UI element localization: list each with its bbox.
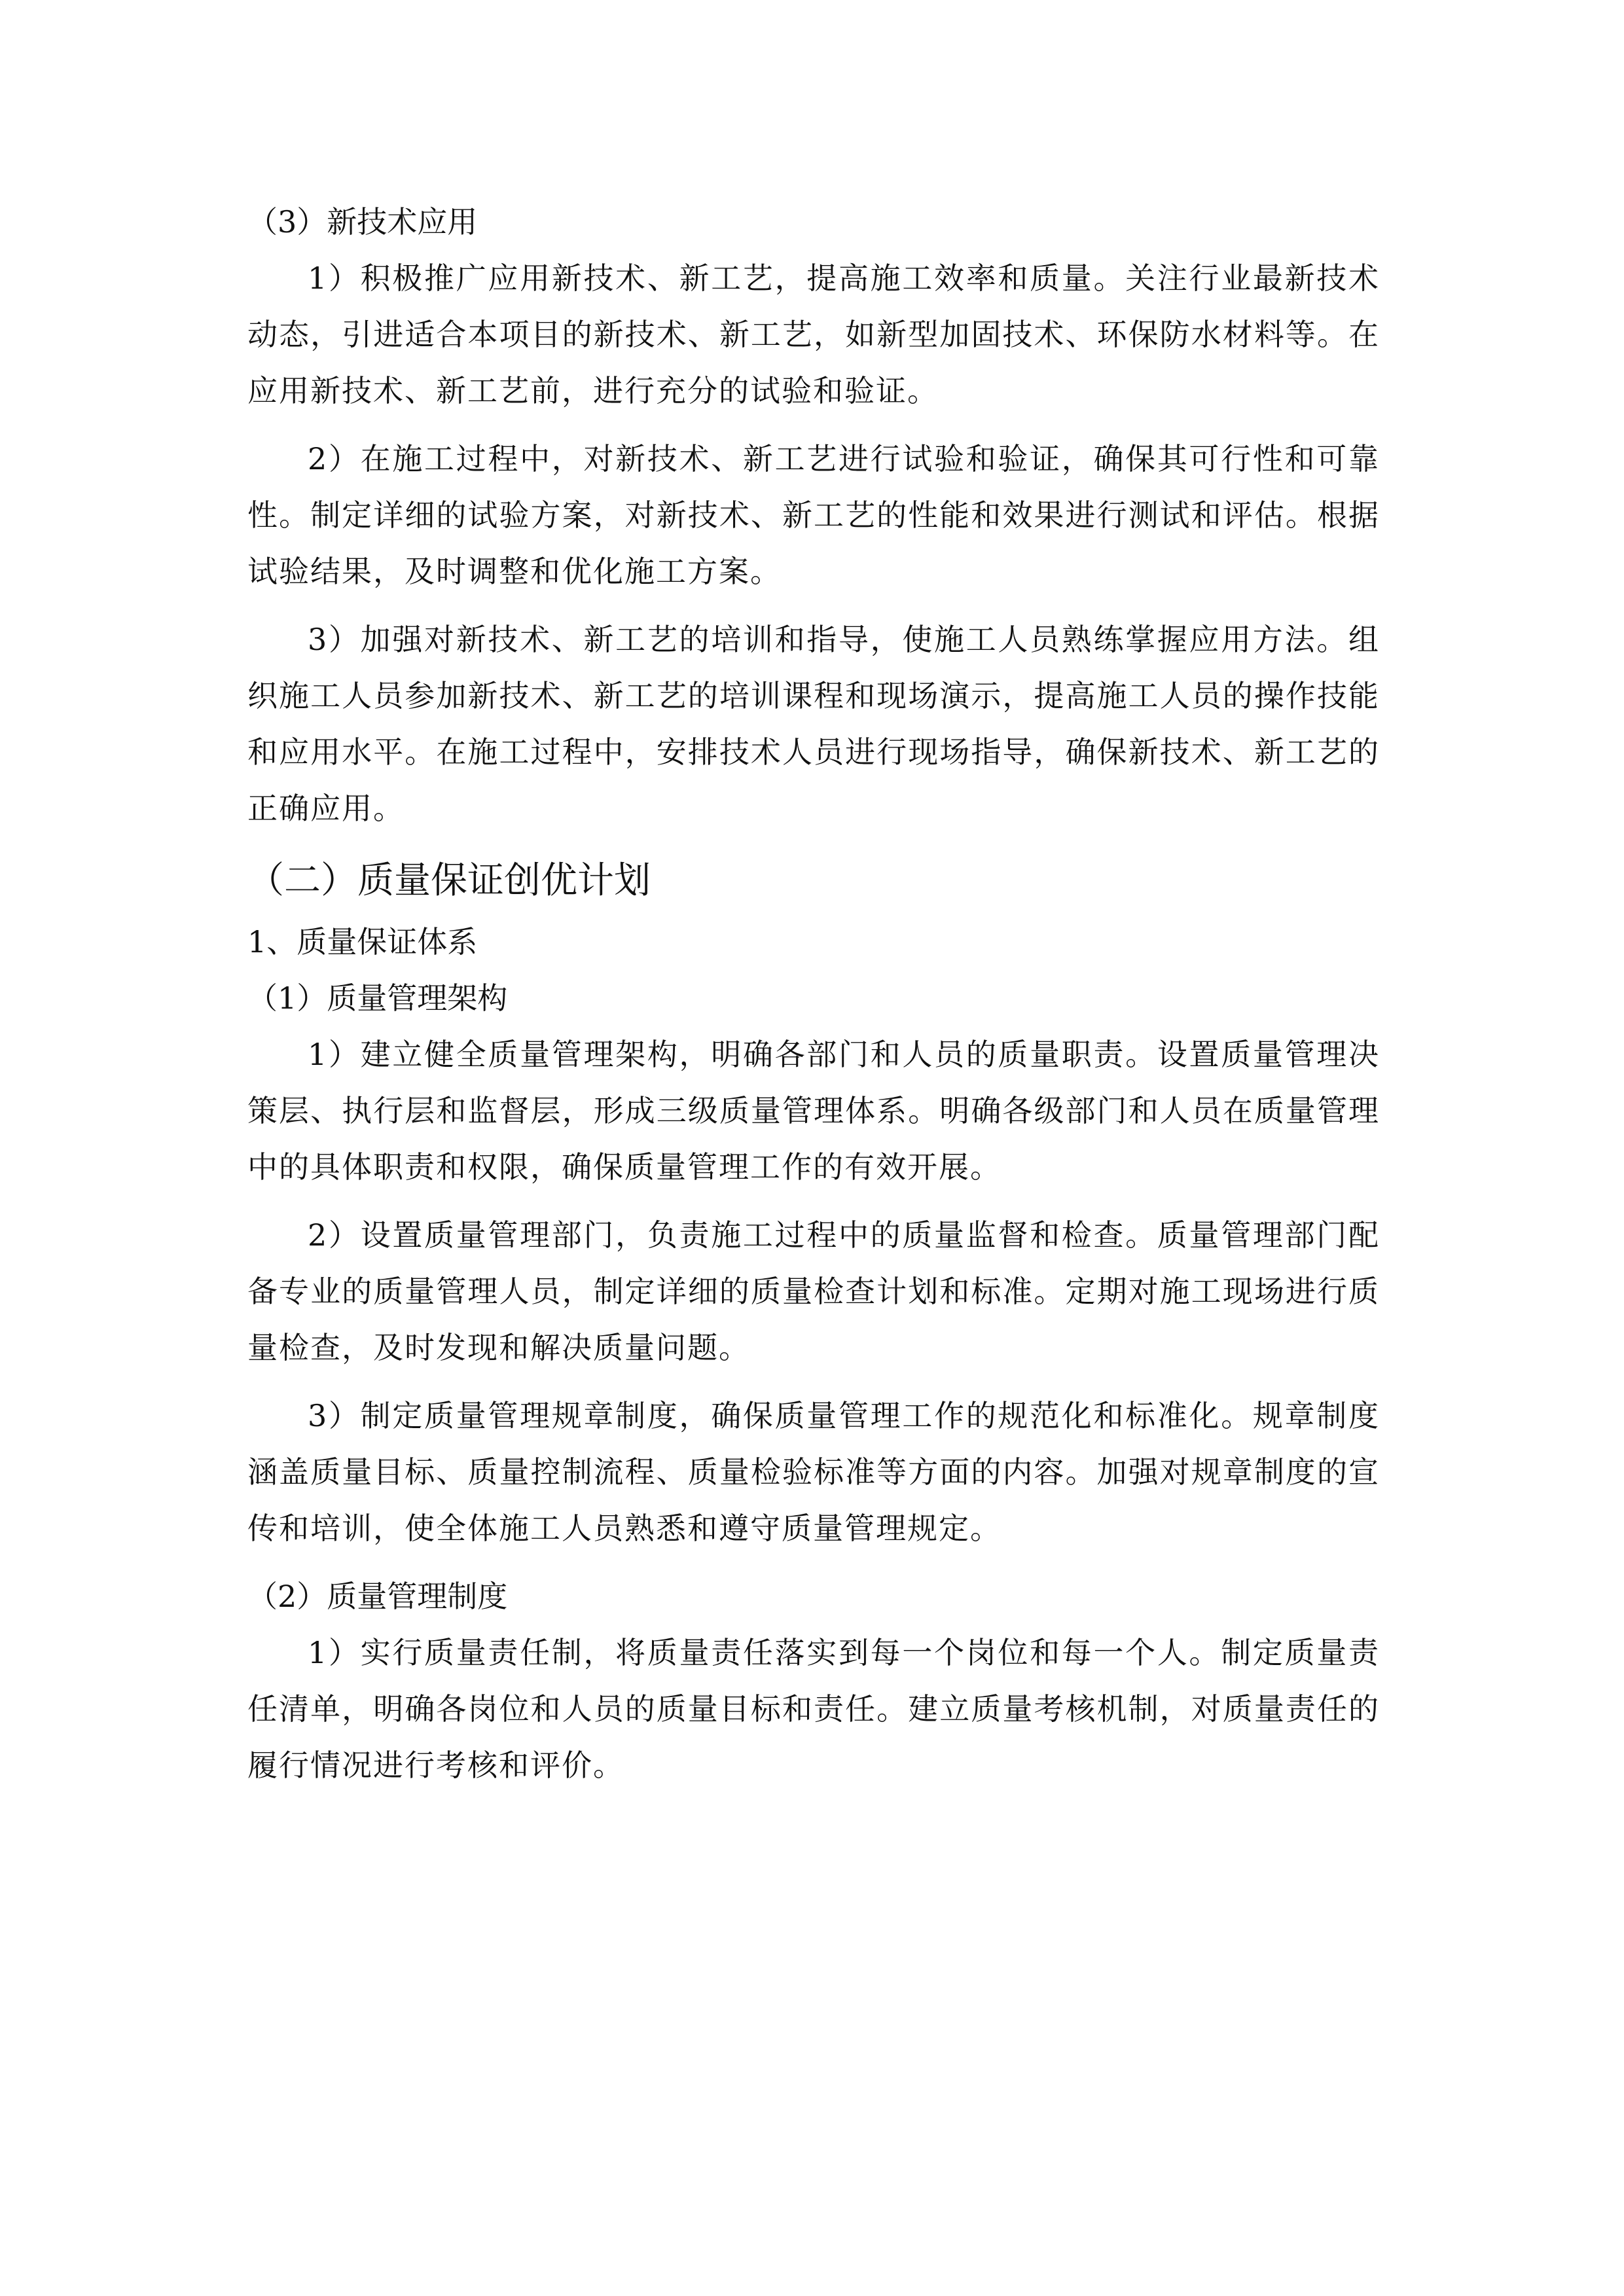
paragraph: 1）实行质量责任制，将质量责任落实到每一个岗位和每一个人。制定质量责任清单，明确各岗位和人员的质量目标和责任。建立质量考核机制，对质量责任的履行情况进行考核和评价。 [247,1635,1380,1783]
chapter-title: （二）质量保证创优计划 [247,859,651,902]
paragraph: 3）制定质量管理规章制度，确保质量管理工作的规范化和标准化。规章制度涵盖质量目标、质量控制流程、质量检验标准等方面的内容。加强对规章制度的宣传和培训，使全体施工人员熟悉和遵守质量管理规定。 [247,1398,1380,1546]
subsection-title: 1、质量保证体系 [247,924,478,960]
paragraph: 2）设置质量管理部门，负责施工过程中的质量监督和检查。质量管理部门配备专业的质量管理人员，制定详细的质量检查计划和标准。定期对施工现场进行质量检查，及时发现和解决质量问题。 [247,1217,1380,1365]
paragraph: 2）在施工过程中，对新技术、新工艺进行试验和验证，确保其可行性和可靠性。制定详细的试验方案，对新技术、新工艺的性能和效果进行测试和评估。根据试验结果，及时调整和优化施工方案。 [247,441,1380,589]
document-body [247,194,1380,1805]
section-heading-quality-structure: （1）质量管理架构 [247,980,508,1016]
paragraph: 1）积极推广应用新技术、新工艺，提高施工效率和质量。关注行业最新技术动态，引进适合本项目的新技术、新工艺，如新型加固技术、环保防水材料等。在应用新技术、新工艺前，进行充分的试验和验证。 [247,260,1380,408]
section-heading-quality-system: （2）质量管理制度 [247,1579,508,1614]
section-heading-new-tech: （3）新技术应用 [247,204,478,240]
paragraph: 1）建立健全质量管理架构，明确各部门和人员的质量职责。设置质量管理决策层、执行层和监督层，形成三级质量管理体系。明确各级部门和人员在质量管理中的具体职责和权限，确保质量管理工作的有效开展。 [247,1037,1380,1185]
paragraph: 3）加强对新技术、新工艺的培训和指导，使施工人员熟练掌握应用方法。组织施工人员参加新技术、新工艺的培训课程和现场演示，提高施工人员的操作技能和应用水平。在施工过程中，安排技术人员进行现场指导，确保新技术、新工艺的正确应用。 [247,622,1380,826]
